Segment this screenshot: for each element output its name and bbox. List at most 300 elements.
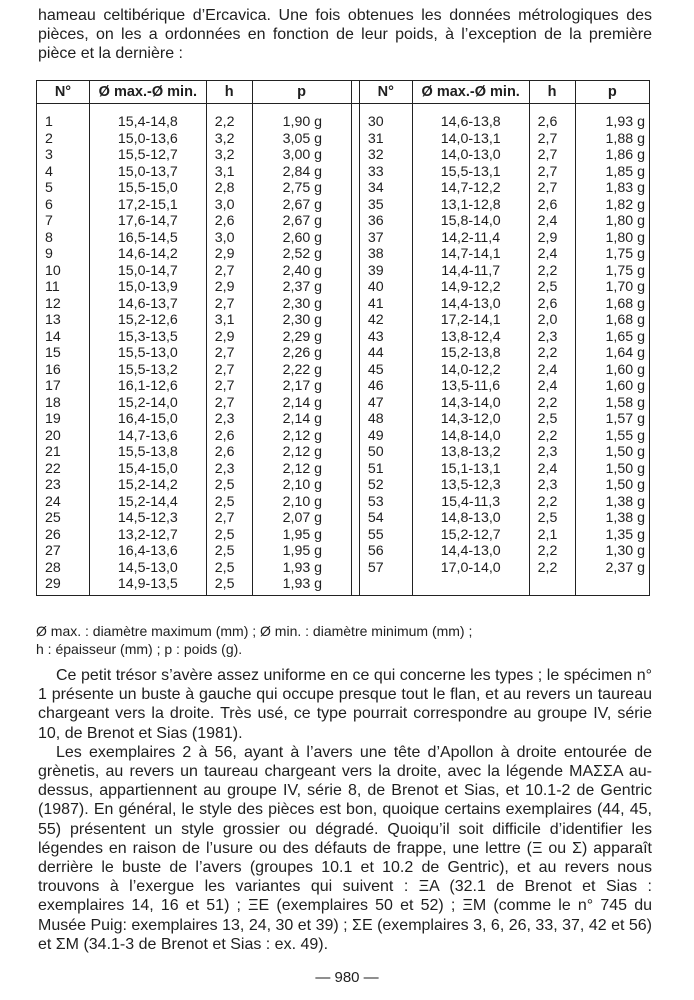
intro-paragraph: hameau celtibérique d’Ercavica. Une fois obtenues les données métrologiques des pièces, on les a ordonnées en fonction de leur poids, à l’exception de la première pièce et la dernière : — [38, 7, 652, 62]
cell-gap — [351, 279, 359, 296]
cell-number: 1 — [37, 104, 90, 131]
cell-number: 44 — [359, 345, 412, 362]
cell-weight: 2,30 g — [252, 312, 351, 329]
cell-thickness: 2,2 — [529, 345, 575, 362]
cell-weight: 1,83 g — [575, 180, 649, 197]
cell-weight: 1,64 g — [575, 345, 649, 362]
cell-number: 46 — [359, 378, 412, 395]
cell-number: 32 — [359, 147, 412, 164]
cell-diameter: 14,5-12,3 — [89, 510, 206, 527]
cell-weight: 1,75 g — [575, 263, 649, 280]
cell-thickness: 3,0 — [206, 230, 252, 247]
cell-thickness: 2,7 — [206, 510, 252, 527]
cell-number: 40 — [359, 279, 412, 296]
cell-diameter: 15,0-14,7 — [89, 263, 206, 280]
cell-number: 5 — [37, 180, 90, 197]
cell-number: 28 — [37, 560, 90, 577]
cell-weight — [575, 576, 649, 595]
cell-diameter: 15,5-12,7 — [89, 147, 206, 164]
table-body — [37, 104, 650, 596]
table-row — [37, 279, 650, 296]
cell-weight: 2,37 g — [252, 279, 351, 296]
table-row — [37, 461, 650, 478]
cell-weight: 1,70 g — [575, 279, 649, 296]
table-row — [37, 362, 650, 379]
body-text — [38, 666, 652, 954]
cell-gap — [351, 131, 359, 148]
cell-diameter: 15,1-13,1 — [412, 461, 529, 478]
cell-number: 33 — [359, 164, 412, 181]
cell-gap — [351, 104, 359, 131]
table-row — [37, 263, 650, 280]
cell-number: 21 — [37, 444, 90, 461]
cell-weight: 1,82 g — [575, 197, 649, 214]
cell-diameter: 14,0-12,2 — [412, 362, 529, 379]
cell-weight: 2,07 g — [252, 510, 351, 527]
cell-gap — [351, 411, 359, 428]
cell-thickness: 2,9 — [206, 279, 252, 296]
cell-thickness — [529, 576, 575, 595]
cell-diameter: 15,5-13,8 — [89, 444, 206, 461]
cell-weight: 1,50 g — [575, 461, 649, 478]
cell-number: 39 — [359, 263, 412, 280]
cell-weight: 2,22 g — [252, 362, 351, 379]
cell-diameter: 15,2-14,4 — [89, 494, 206, 511]
table-row — [37, 104, 650, 131]
cell-gap — [351, 444, 359, 461]
cell-weight: 1,95 g — [252, 527, 351, 544]
cell-diameter: 17,2-15,1 — [89, 197, 206, 214]
cell-diameter: 15,4-15,0 — [89, 461, 206, 478]
cell-number: 10 — [37, 263, 90, 280]
cell-diameter: 17,2-14,1 — [412, 312, 529, 329]
cell-thickness: 2,5 — [206, 477, 252, 494]
cell-diameter: 14,7-14,1 — [412, 246, 529, 263]
cell-weight: 2,10 g — [252, 494, 351, 511]
cell-number: 36 — [359, 213, 412, 230]
cell-gap — [351, 461, 359, 478]
cell-diameter: 13,2-12,7 — [89, 527, 206, 544]
cell-diameter: 14,6-14,2 — [89, 246, 206, 263]
table-row — [37, 246, 650, 263]
cell-number: 19 — [37, 411, 90, 428]
cell-weight: 1,86 g — [575, 147, 649, 164]
paragraph-2: Les exemplaires 2 à 56, ayant à l’avers une tête d’Apollon à droite entourée de grènetis, au revers un taureau chargeant vers la droite, avec la légende ΜΑΣΣΑ au-dessus, appartiennent au groupe IV, série 8, de Brenot et Sias, et 10.1-2 de Gentric (1987). En général, le style des pièces est bon, quoique certains exemplaires (44, 45, 55) présentent un style grossier ou dégradé. Quoiqu’il soit difficile d’identifier les légendes en raison de l’usure ou des défauts de frappe, une lettre (Ξ ou Σ) apparaît derrière le buste de l’avers (groupes 10.1 et 10.2 de Gentric), et au revers nous trouvons à l’exergue les variantes qui suivent : ΞΑ (32.1 de Brenot et Sias : exemplaires 14, 16 et 51) ; ΞΕ (exemplaires 50 et 52) ; ΞΜ (comme le n° 745 du Musée Puig: exemplaires 13, 24, 30 et 39) ; ΣΕ (exemplaires 3, 6, 26, 33, 37, 42 et 56) et ΣΜ (34.1-3 de Brenot et Sias : ex. 49). — [38, 743, 652, 953]
cell-diameter: 15,2-12,7 — [412, 527, 529, 544]
paragraph-1: Ce petit trésor s’avère assez uniforme en ce qui concerne les types ; le spécimen n° 1 présente un buste à gauche qui occupe presque tout le flan, et au revers un taureau chargeant vers la droite. Très usé, ce type pourrait correspondre au groupe IV, série 10, de Brenot et Sias (1981). — [38, 667, 652, 742]
cell-diameter: 14,8-14,0 — [412, 428, 529, 445]
cell-gap — [351, 477, 359, 494]
cell-number: 35 — [359, 197, 412, 214]
cell-thickness: 2,3 — [206, 461, 252, 478]
cell-weight: 1,30 g — [575, 543, 649, 560]
cell-diameter: 15,2-13,8 — [412, 345, 529, 362]
cell-number: 43 — [359, 329, 412, 346]
cell-gap — [351, 164, 359, 181]
cell-diameter: 15,2-14,2 — [89, 477, 206, 494]
cell-diameter: 15,0-13,9 — [89, 279, 206, 296]
cell-diameter: 14,5-13,0 — [89, 560, 206, 577]
cell-diameter: 14,6-13,7 — [89, 296, 206, 313]
cell-thickness: 2,7 — [529, 164, 575, 181]
cell-number: 15 — [37, 345, 90, 362]
cell-thickness: 2,2 — [529, 560, 575, 577]
cell-number: 54 — [359, 510, 412, 527]
cell-number: 31 — [359, 131, 412, 148]
table-row — [37, 543, 650, 560]
cell-thickness: 2,1 — [529, 527, 575, 544]
table-row — [37, 411, 650, 428]
cell-diameter: 13,8-13,2 — [412, 444, 529, 461]
cell-number: 9 — [37, 246, 90, 263]
table-legend — [36, 622, 650, 658]
cell-diameter: 14,7-12,2 — [412, 180, 529, 197]
cell-diameter: 13,5-11,6 — [412, 378, 529, 395]
table-row — [37, 395, 650, 412]
cell-weight: 1,38 g — [575, 510, 649, 527]
table-row — [37, 197, 650, 214]
cell-weight: 1,65 g — [575, 329, 649, 346]
cell-number: 52 — [359, 477, 412, 494]
table-row — [37, 164, 650, 181]
table-header-row — [37, 81, 650, 104]
table-row — [37, 131, 650, 148]
cell-number: 50 — [359, 444, 412, 461]
cell-weight: 1,60 g — [575, 378, 649, 395]
cell-thickness: 2,3 — [529, 329, 575, 346]
cell-thickness: 2,4 — [529, 246, 575, 263]
cell-gap — [351, 494, 359, 511]
cell-thickness: 2,5 — [529, 411, 575, 428]
cell-weight: 1,35 g — [575, 527, 649, 544]
col-header-number-2: N° — [359, 81, 412, 104]
cell-thickness: 3,0 — [206, 197, 252, 214]
col-header-thickness-2: h — [529, 81, 575, 104]
table-row — [37, 378, 650, 395]
cell-weight: 2,60 g — [252, 230, 351, 247]
cell-thickness: 2,2 — [529, 428, 575, 445]
cell-thickness: 2,7 — [206, 395, 252, 412]
cell-thickness: 2,5 — [206, 527, 252, 544]
cell-diameter: 15,3-13,5 — [89, 329, 206, 346]
cell-thickness: 2,7 — [206, 362, 252, 379]
cell-weight: 1,57 g — [575, 411, 649, 428]
cell-weight: 1,38 g — [575, 494, 649, 511]
cell-thickness: 2,6 — [529, 197, 575, 214]
cell-diameter: 16,1-12,6 — [89, 378, 206, 395]
cell-diameter: 15,0-13,6 — [89, 131, 206, 148]
cell-weight: 2,14 g — [252, 395, 351, 412]
cell-gap — [351, 527, 359, 544]
table-row — [37, 329, 650, 346]
table-row — [37, 296, 650, 313]
cell-gap — [351, 345, 359, 362]
cell-thickness: 2,6 — [206, 428, 252, 445]
cell-thickness: 2,7 — [206, 296, 252, 313]
cell-number: 14 — [37, 329, 90, 346]
cell-gap — [351, 180, 359, 197]
table-row — [37, 213, 650, 230]
cell-thickness: 2,4 — [529, 461, 575, 478]
cell-number: 2 — [37, 131, 90, 148]
cell-weight: 1,68 g — [575, 312, 649, 329]
cell-number: 20 — [37, 428, 90, 445]
cell-thickness: 2,2 — [529, 395, 575, 412]
cell-diameter: 14,9-13,5 — [89, 576, 206, 595]
cell-weight: 1,50 g — [575, 477, 649, 494]
cell-number: 17 — [37, 378, 90, 395]
cell-thickness: 2,5 — [206, 494, 252, 511]
cell-number: 16 — [37, 362, 90, 379]
cell-weight: 2,52 g — [252, 246, 351, 263]
cell-gap — [351, 329, 359, 346]
cell-number: 29 — [37, 576, 90, 595]
cell-thickness: 2,7 — [206, 345, 252, 362]
table-row — [37, 312, 650, 329]
cell-weight: 1,93 g — [252, 576, 351, 595]
cell-thickness: 2,9 — [206, 246, 252, 263]
cell-diameter: 17,0-14,0 — [412, 560, 529, 577]
legend-line-2: h : épaisseur (mm) ; p : poids (g). — [36, 641, 243, 657]
table-row — [37, 230, 650, 247]
cell-gap — [351, 378, 359, 395]
cell-gap — [351, 510, 359, 527]
col-header-weight: p — [252, 81, 351, 104]
cell-number: 25 — [37, 510, 90, 527]
cell-diameter: 13,5-12,3 — [412, 477, 529, 494]
cell-diameter: 15,0-13,7 — [89, 164, 206, 181]
cell-thickness: 2,9 — [529, 230, 575, 247]
cell-thickness: 2,6 — [206, 444, 252, 461]
col-header-diameter: Ø max.-Ø min. — [89, 81, 206, 104]
cell-number: 37 — [359, 230, 412, 247]
cell-number: 4 — [37, 164, 90, 181]
cell-gap — [351, 147, 359, 164]
cell-weight: 2,84 g — [252, 164, 351, 181]
table-row — [37, 527, 650, 544]
cell-number: 11 — [37, 279, 90, 296]
cell-thickness: 2,6 — [529, 296, 575, 313]
cell-weight: 3,05 g — [252, 131, 351, 148]
cell-diameter: 14,4-11,7 — [412, 263, 529, 280]
col-header-diameter-2: Ø max.-Ø min. — [412, 81, 529, 104]
cell-weight: 1,50 g — [575, 444, 649, 461]
cell-diameter: 15,4-14,8 — [89, 104, 206, 131]
cell-weight: 1,95 g — [252, 543, 351, 560]
cell-thickness: 2,5 — [206, 543, 252, 560]
cell-weight: 2,30 g — [252, 296, 351, 313]
cell-gap — [351, 395, 359, 412]
cell-weight: 1,58 g — [575, 395, 649, 412]
cell-gap — [351, 428, 359, 445]
cell-weight: 2,12 g — [252, 444, 351, 461]
cell-thickness: 3,2 — [206, 147, 252, 164]
cell-thickness: 2,5 — [529, 279, 575, 296]
cell-number: 34 — [359, 180, 412, 197]
cell-number: 13 — [37, 312, 90, 329]
cell-diameter: 15,2-14,0 — [89, 395, 206, 412]
cell-gap — [351, 213, 359, 230]
cell-thickness: 2,4 — [529, 213, 575, 230]
cell-weight: 1,60 g — [575, 362, 649, 379]
cell-thickness: 2,6 — [529, 104, 575, 131]
cell-weight: 1,90 g — [252, 104, 351, 131]
table-row — [37, 477, 650, 494]
cell-thickness: 2,4 — [529, 378, 575, 395]
cell-gap — [351, 296, 359, 313]
cell-thickness: 3,1 — [206, 164, 252, 181]
cell-diameter: 14,8-13,0 — [412, 510, 529, 527]
cell-diameter: 14,9-12,2 — [412, 279, 529, 296]
cell-diameter: 14,3-12,0 — [412, 411, 529, 428]
cell-thickness: 2,5 — [206, 560, 252, 577]
cell-number: 47 — [359, 395, 412, 412]
table-row — [37, 345, 650, 362]
cell-weight: 2,67 g — [252, 213, 351, 230]
cell-number: 3 — [37, 147, 90, 164]
table-row — [37, 444, 650, 461]
cell-weight: 1,88 g — [575, 131, 649, 148]
cell-gap — [351, 230, 359, 247]
cell-diameter: 15,5-13,2 — [89, 362, 206, 379]
cell-number: 6 — [37, 197, 90, 214]
cell-number: 57 — [359, 560, 412, 577]
page-number: — 980 — — [315, 969, 379, 986]
cell-diameter: 16,5-14,5 — [89, 230, 206, 247]
cell-number: 56 — [359, 543, 412, 560]
cell-gap — [351, 197, 359, 214]
cell-number: 41 — [359, 296, 412, 313]
cell-diameter: 14,2-11,4 — [412, 230, 529, 247]
cell-weight: 2,17 g — [252, 378, 351, 395]
cell-thickness: 2,7 — [206, 263, 252, 280]
cell-thickness: 2,7 — [206, 378, 252, 395]
cell-diameter: 15,4-11,3 — [412, 494, 529, 511]
cell-thickness: 3,2 — [206, 131, 252, 148]
cell-number: 38 — [359, 246, 412, 263]
cell-weight: 2,67 g — [252, 197, 351, 214]
table-row — [37, 180, 650, 197]
cell-thickness: 2,3 — [529, 477, 575, 494]
cell-number: 24 — [37, 494, 90, 511]
cell-number: 12 — [37, 296, 90, 313]
cell-number: 51 — [359, 461, 412, 478]
cell-weight: 2,29 g — [252, 329, 351, 346]
cell-thickness: 2,7 — [529, 131, 575, 148]
cell-weight: 1,80 g — [575, 213, 649, 230]
cell-weight: 1,93 g — [252, 560, 351, 577]
cell-thickness: 2,2 — [529, 543, 575, 560]
cell-number: 49 — [359, 428, 412, 445]
cell-thickness: 2,0 — [529, 312, 575, 329]
cell-diameter: 17,6-14,7 — [89, 213, 206, 230]
cell-diameter: 16,4-15,0 — [89, 411, 206, 428]
cell-thickness: 2,5 — [206, 576, 252, 595]
cell-weight: 1,85 g — [575, 164, 649, 181]
cell-gap — [351, 263, 359, 280]
cell-diameter: 14,0-13,1 — [412, 131, 529, 148]
cell-thickness: 2,4 — [529, 362, 575, 379]
cell-weight: 2,14 g — [252, 411, 351, 428]
legend-line-1: Ø max. : diamètre maximum (mm) ; Ø min. : diamètre minimum (mm) ; — [36, 623, 473, 639]
cell-gap — [351, 246, 359, 263]
col-header-number: N° — [37, 81, 90, 104]
cell-gap — [351, 362, 359, 379]
cell-diameter: 16,4-13,6 — [89, 543, 206, 560]
cell-weight: 2,10 g — [252, 477, 351, 494]
cell-diameter: 14,7-13,6 — [89, 428, 206, 445]
cell-number: 27 — [37, 543, 90, 560]
cell-weight: 1,75 g — [575, 246, 649, 263]
cell-number: 55 — [359, 527, 412, 544]
cell-number: 23 — [37, 477, 90, 494]
cell-diameter: 14,6-13,8 — [412, 104, 529, 131]
cell-gap — [351, 576, 359, 595]
col-header-gap — [351, 81, 359, 104]
cell-diameter: 14,4-13,0 — [412, 543, 529, 560]
cell-thickness: 3,1 — [206, 312, 252, 329]
cell-number: 8 — [37, 230, 90, 247]
cell-thickness: 2,3 — [206, 411, 252, 428]
cell-number: 22 — [37, 461, 90, 478]
table-row — [37, 510, 650, 527]
coin-metrology-table — [36, 80, 650, 596]
cell-weight: 2,75 g — [252, 180, 351, 197]
cell-diameter: 13,8-12,4 — [412, 329, 529, 346]
cell-thickness: 2,2 — [206, 104, 252, 131]
cell-number: 30 — [359, 104, 412, 131]
cell-number: 48 — [359, 411, 412, 428]
cell-number: 42 — [359, 312, 412, 329]
cell-diameter: 13,1-12,8 — [412, 197, 529, 214]
cell-diameter: 14,3-14,0 — [412, 395, 529, 412]
cell-weight: 1,55 g — [575, 428, 649, 445]
cell-thickness: 2,6 — [206, 213, 252, 230]
cell-diameter — [412, 576, 529, 595]
table-row — [37, 494, 650, 511]
cell-diameter: 15,8-14,0 — [412, 213, 529, 230]
cell-thickness: 2,3 — [529, 444, 575, 461]
table-row — [37, 428, 650, 445]
cell-weight: 3,00 g — [252, 147, 351, 164]
col-header-weight-2: p — [575, 81, 649, 104]
cell-number: 26 — [37, 527, 90, 544]
cell-number: 18 — [37, 395, 90, 412]
cell-thickness: 2,8 — [206, 180, 252, 197]
cell-number: 53 — [359, 494, 412, 511]
cell-thickness: 2,2 — [529, 494, 575, 511]
cell-weight: 2,37 g — [575, 560, 649, 577]
cell-gap — [351, 543, 359, 560]
cell-thickness: 2,7 — [529, 180, 575, 197]
cell-number — [359, 576, 412, 595]
cell-number: 7 — [37, 213, 90, 230]
cell-weight: 1,93 g — [575, 104, 649, 131]
cell-gap — [351, 312, 359, 329]
cell-thickness: 2,9 — [206, 329, 252, 346]
cell-weight: 1,68 g — [575, 296, 649, 313]
cell-gap — [351, 560, 359, 577]
cell-thickness: 2,2 — [529, 263, 575, 280]
cell-weight: 2,40 g — [252, 263, 351, 280]
cell-weight: 2,26 g — [252, 345, 351, 362]
cell-diameter: 15,5-15,0 — [89, 180, 206, 197]
table-row — [37, 560, 650, 577]
cell-diameter: 15,5-13,1 — [412, 164, 529, 181]
cell-thickness: 2,7 — [529, 147, 575, 164]
cell-weight: 1,80 g — [575, 230, 649, 247]
table-row — [37, 147, 650, 164]
